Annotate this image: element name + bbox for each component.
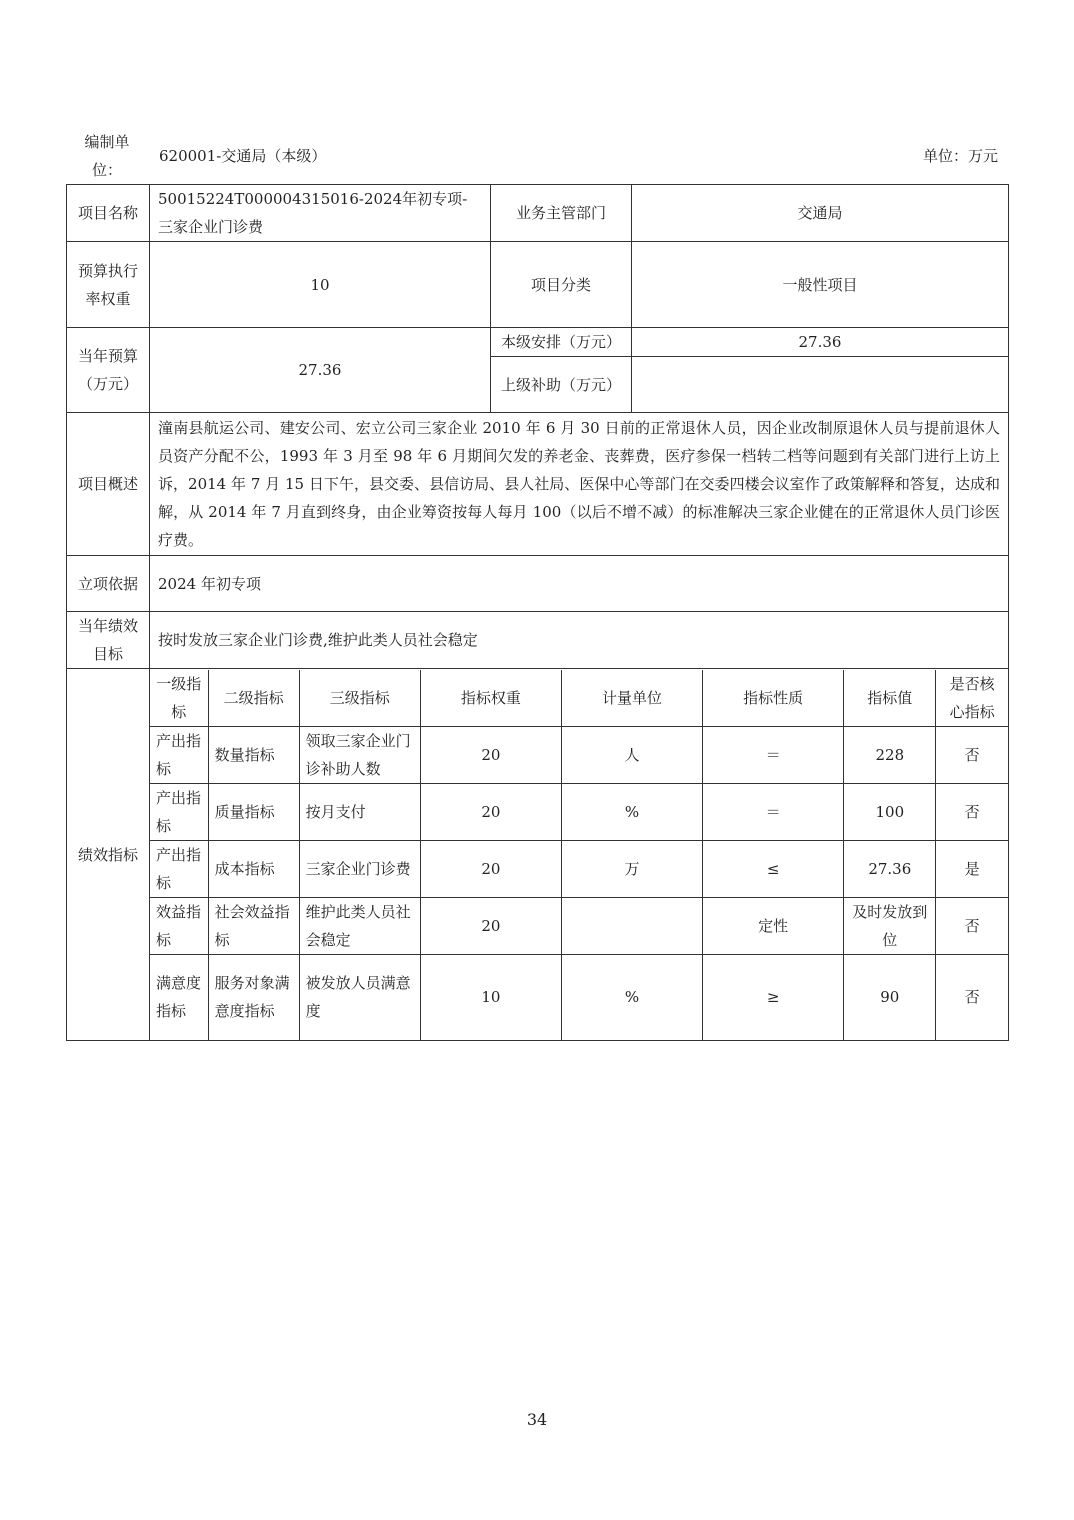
row-project-name xyxy=(67,185,1009,242)
cell-level3: 被发放人员满意度 xyxy=(299,955,420,1040)
cell-level1: 产出指标 xyxy=(150,784,208,841)
cell-unit xyxy=(561,898,702,955)
cell-nature: ＝ xyxy=(703,784,844,841)
cell-value: 及时发放到位 xyxy=(844,898,936,955)
weight-value: 10 xyxy=(150,242,491,328)
cell-level1: 产出指标 xyxy=(150,841,208,898)
table-row xyxy=(150,841,1008,898)
cell-level2: 社会效益指标 xyxy=(208,898,299,955)
col-header-weight: 指标权重 xyxy=(420,670,561,727)
cell-level3: 按月支付 xyxy=(299,784,420,841)
compiling-unit-label xyxy=(66,128,148,184)
col-header-core: 是否核心指标 xyxy=(936,670,1008,727)
cell-core: 否 xyxy=(936,898,1008,955)
indicators-table xyxy=(150,670,1008,1040)
upper-subsidy-label: 上级补助（万元） xyxy=(491,357,632,413)
cell-core: 否 xyxy=(936,784,1008,841)
project-name-label: 项目名称 xyxy=(67,185,150,242)
cell-level2: 服务对象满意度指标 xyxy=(208,955,299,1040)
table-row xyxy=(150,727,1008,784)
cell-value: 90 xyxy=(844,955,936,1040)
cell-level1: 效益指标 xyxy=(150,898,208,955)
cell-weight: 20 xyxy=(420,841,561,898)
budget-value: 27.36 xyxy=(150,328,491,413)
overview-label: 项目概述 xyxy=(67,413,150,556)
cell-unit: % xyxy=(561,784,702,841)
dept-label: 业务主管部门 xyxy=(491,185,632,242)
cell-core: 是 xyxy=(936,841,1008,898)
col-header-level1: 一级指标 xyxy=(150,670,208,727)
goal-value: 按时发放三家企业门诊费,维护此类人员社会稳定 xyxy=(150,612,1009,669)
compiling-unit-value: 620001-交通局（本级） xyxy=(159,147,327,165)
col-header-value: 指标值 xyxy=(844,670,936,727)
col-header-level3: 三级指标 xyxy=(299,670,420,727)
row-weight xyxy=(67,242,1009,328)
table-row xyxy=(150,784,1008,841)
col-header-level2: 二级指标 xyxy=(208,670,299,727)
row-overview xyxy=(67,413,1009,556)
cell-unit: 万 xyxy=(561,841,702,898)
local-arrangement-value: 27.36 xyxy=(632,328,1009,357)
cell-unit: % xyxy=(561,955,702,1040)
col-header-unit: 计量单位 xyxy=(561,670,702,727)
indicators-header-row xyxy=(150,670,1008,727)
cell-nature: 定性 xyxy=(703,898,844,955)
upper-subsidy-value xyxy=(632,357,1009,413)
cell-unit: 人 xyxy=(561,727,702,784)
page-number: 34 xyxy=(526,1410,548,1429)
project-name-value: 50015224T000004315016-2024年初专项-三家企业门诊费 xyxy=(150,185,491,242)
row-basis xyxy=(67,556,1009,612)
table-row xyxy=(150,955,1008,1040)
cell-weight: 20 xyxy=(420,898,561,955)
cell-level1: 满意度指标 xyxy=(150,955,208,1040)
cell-core: 否 xyxy=(936,727,1008,784)
col-header-nature: 指标性质 xyxy=(703,670,844,727)
cell-value: 100 xyxy=(844,784,936,841)
cell-value: 228 xyxy=(844,727,936,784)
row-budget xyxy=(67,328,1009,357)
weight-label: 预算执行率权重 xyxy=(67,242,150,328)
cell-level1: 产出指标 xyxy=(150,727,208,784)
cell-weight: 20 xyxy=(420,784,561,841)
cell-weight: 20 xyxy=(420,727,561,784)
compiling-unit-label-line2: 位： xyxy=(91,161,122,179)
currency-unit: 单位：万元 xyxy=(922,147,998,165)
compiling-unit-label-line1: 编制单 xyxy=(84,133,130,151)
form-header xyxy=(66,128,1008,184)
category-label: 项目分类 xyxy=(491,242,632,328)
goal-label: 当年绩效目标 xyxy=(67,612,150,669)
cell-core: 否 xyxy=(936,955,1008,1040)
indicators-cell xyxy=(150,669,1009,1041)
overview-value: 潼南县航运公司、建安公司、宏立公司三家企业 2010 年 6 月 30 日前的正常退休人员，因企业改制原退休人员与提前退休人员资产分配不公，1993 年 3 月至 98 年 6 月期间欠发的养老金、丧葬费，医疗参保一档转二档等问题到有关部门进行上访上诉，2014 年 7 月 15 日下午，县交委、县信访局、县人社局、医保中心等部门在交委四楼会议室作了政策解释和答复，达成和解，从 2014 年 7 月直到终身，由企业筹资按每人每月 100（以后不增不减）的标准解决三家企业健在的正常退休人员门诊医疗费。 xyxy=(150,413,1009,556)
cell-nature: ≤ xyxy=(703,841,844,898)
cell-level3: 维护此类人员社会稳定 xyxy=(299,898,420,955)
table-row xyxy=(150,898,1008,955)
cell-value: 27.36 xyxy=(844,841,936,898)
budget-label: 当年预算（万元） xyxy=(67,328,150,413)
category-value: 一般性项目 xyxy=(632,242,1009,328)
local-arrangement-label: 本级安排（万元） xyxy=(491,328,632,357)
project-performance-table xyxy=(66,184,1009,1041)
cell-weight: 10 xyxy=(420,955,561,1040)
row-indicators xyxy=(67,669,1009,1041)
dept-value: 交通局 xyxy=(632,185,1009,242)
basis-label: 立项依据 xyxy=(67,556,150,612)
row-goal xyxy=(67,612,1009,669)
cell-level2: 数量指标 xyxy=(208,727,299,784)
cell-nature: ＝ xyxy=(703,727,844,784)
cell-level2: 成本指标 xyxy=(208,841,299,898)
cell-level2: 质量指标 xyxy=(208,784,299,841)
cell-nature: ≥ xyxy=(703,955,844,1040)
cell-level3: 三家企业门诊费 xyxy=(299,841,420,898)
basis-value: 2024 年初专项 xyxy=(150,556,1009,612)
cell-level3: 领取三家企业门诊补助人数 xyxy=(299,727,420,784)
indicators-label: 绩效指标 xyxy=(67,669,150,1041)
